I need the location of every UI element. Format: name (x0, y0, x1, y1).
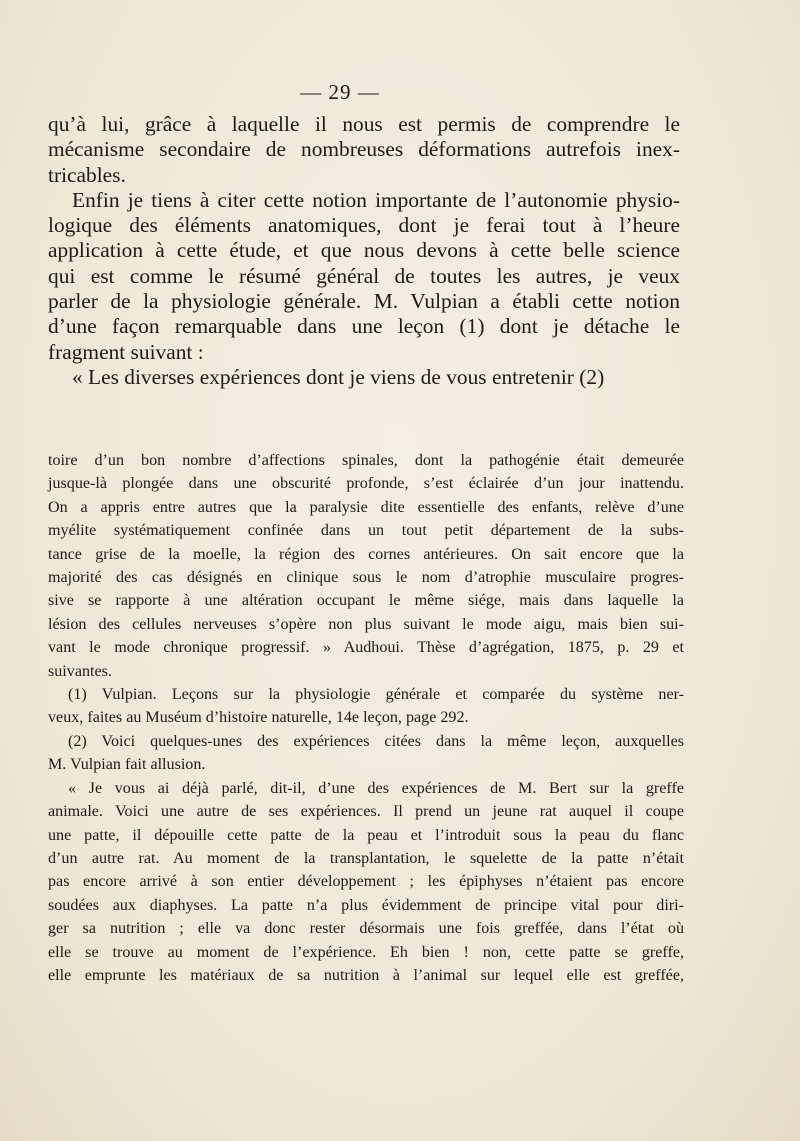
note-line: suivantes. (48, 662, 112, 680)
main-paragraph (48, 188, 680, 365)
note-line: jusque-là plongée dans une obscurité profonde, s’est éclairée d’un jour inattendu. (48, 475, 684, 493)
note-line: toire d’un bon nombre d’affections spinales, dont la pathogénie était demeurée (48, 452, 684, 469)
note-line: majorité des cas désignés en clinique sous le nom d’atrophie musculaire progres- (48, 569, 684, 587)
page-number: — 29 — (300, 80, 380, 104)
note-line: soudées aux diaphyses. La patte n’a plus évidemment de principe vital pour diri- (48, 896, 684, 914)
note-line: elle se trouve au moment de l’expérience. Eh bien ! non, cette patte se greffe, (48, 943, 684, 961)
text-line: qui est comme le résumé général de toutes les autres, je veux (48, 263, 680, 288)
main-text (48, 112, 680, 390)
note-line: M. Vulpian fait allusion. (48, 756, 206, 774)
text-line: logique des éléments anatomiques, dont je ferai tout à l’heure (48, 213, 680, 238)
text-line: parler de la physiologie générale. M. Vulpian a établi cette notion (48, 289, 680, 314)
note-line: (1) Vulpian. Leçons sur la physiologie générale et comparée du système ner- (68, 686, 684, 704)
text-line: Enfin je tiens à citer cette notion importante de l’autonomie physio- (72, 187, 680, 212)
note-line: une patte, il dépouille cette patte de la peau et l’introduit sous la peau du flanc (48, 826, 684, 844)
text-line: « Les diverses expériences dont je viens de vous entretenir (2) (72, 364, 605, 389)
text-line: application à cette étude, et que nous devons à cette belle science (48, 238, 680, 263)
text-line: qu’à lui, grâce à laquelle il nous est permis de comprendre le (48, 112, 680, 136)
note-line: tance grise de la moelle, la région des cornes antérieures. On sait encore que la (48, 545, 684, 563)
text-line: d’une façon remarquable dans une leçon (1) dont je détache le (48, 314, 680, 339)
footnote-paragraph (48, 730, 684, 777)
note-line: animale. Voici une autre de ses expériences. Il prend un jeune rat auquel il coupe (48, 803, 684, 821)
note-line: myélite systématiquement confinée dans un tout petit département de la subs- (48, 522, 684, 540)
note-line: d’un autre rat. Au moment de la transplantation, le squelette de la patte n’était (48, 849, 684, 867)
note-line: veux, faites au Muséum d’histoire naturelle, 14e leçon, page 292. (48, 709, 469, 727)
main-paragraph (48, 112, 680, 188)
footnotes (48, 449, 684, 987)
note-line: vant le mode chronique progressif. » Audhoui. Thèse d’agrégation, 1875, p. 29 et (48, 639, 684, 657)
footnote-paragraph (48, 449, 684, 683)
footnote-paragraph (48, 683, 684, 730)
note-line: pas encore arrivé à son entier développement ; les épiphyses n’étaient pas encore (48, 873, 684, 891)
main-paragraph (48, 365, 680, 390)
note-line: sive se rapporte à une altération occupant le même siége, mais dans laquelle la (48, 592, 684, 610)
text-line: tricables. (48, 162, 126, 187)
note-line: (2) Voici quelques-unes des expériences citées dans la même leçon, auxquelles (68, 732, 684, 750)
note-line: On a appris entre autres que la paralysie dite essentielle des enfants, relève d’une (48, 498, 684, 516)
text-line: fragment suivant : (48, 339, 204, 364)
note-line: elle emprunte les matériaux de sa nutrition à l’animal sur lequel elle est greffée, (48, 966, 684, 984)
note-line: lésion des cellules nerveuses s’opère non plus suivant le mode aigu, mais bien sui- (48, 615, 684, 633)
text-line: mécanisme secondaire de nombreuses déformations autrefois inex- (48, 137, 680, 162)
footnote-paragraph (48, 777, 684, 988)
note-line: « Je vous ai déjà parlé, dit-il, d’une des expériences de M. Bert sur la greffe (68, 779, 684, 797)
note-line: ger sa nutrition ; elle va donc rester désormais une fois greffée, dans l’état où (48, 920, 684, 938)
